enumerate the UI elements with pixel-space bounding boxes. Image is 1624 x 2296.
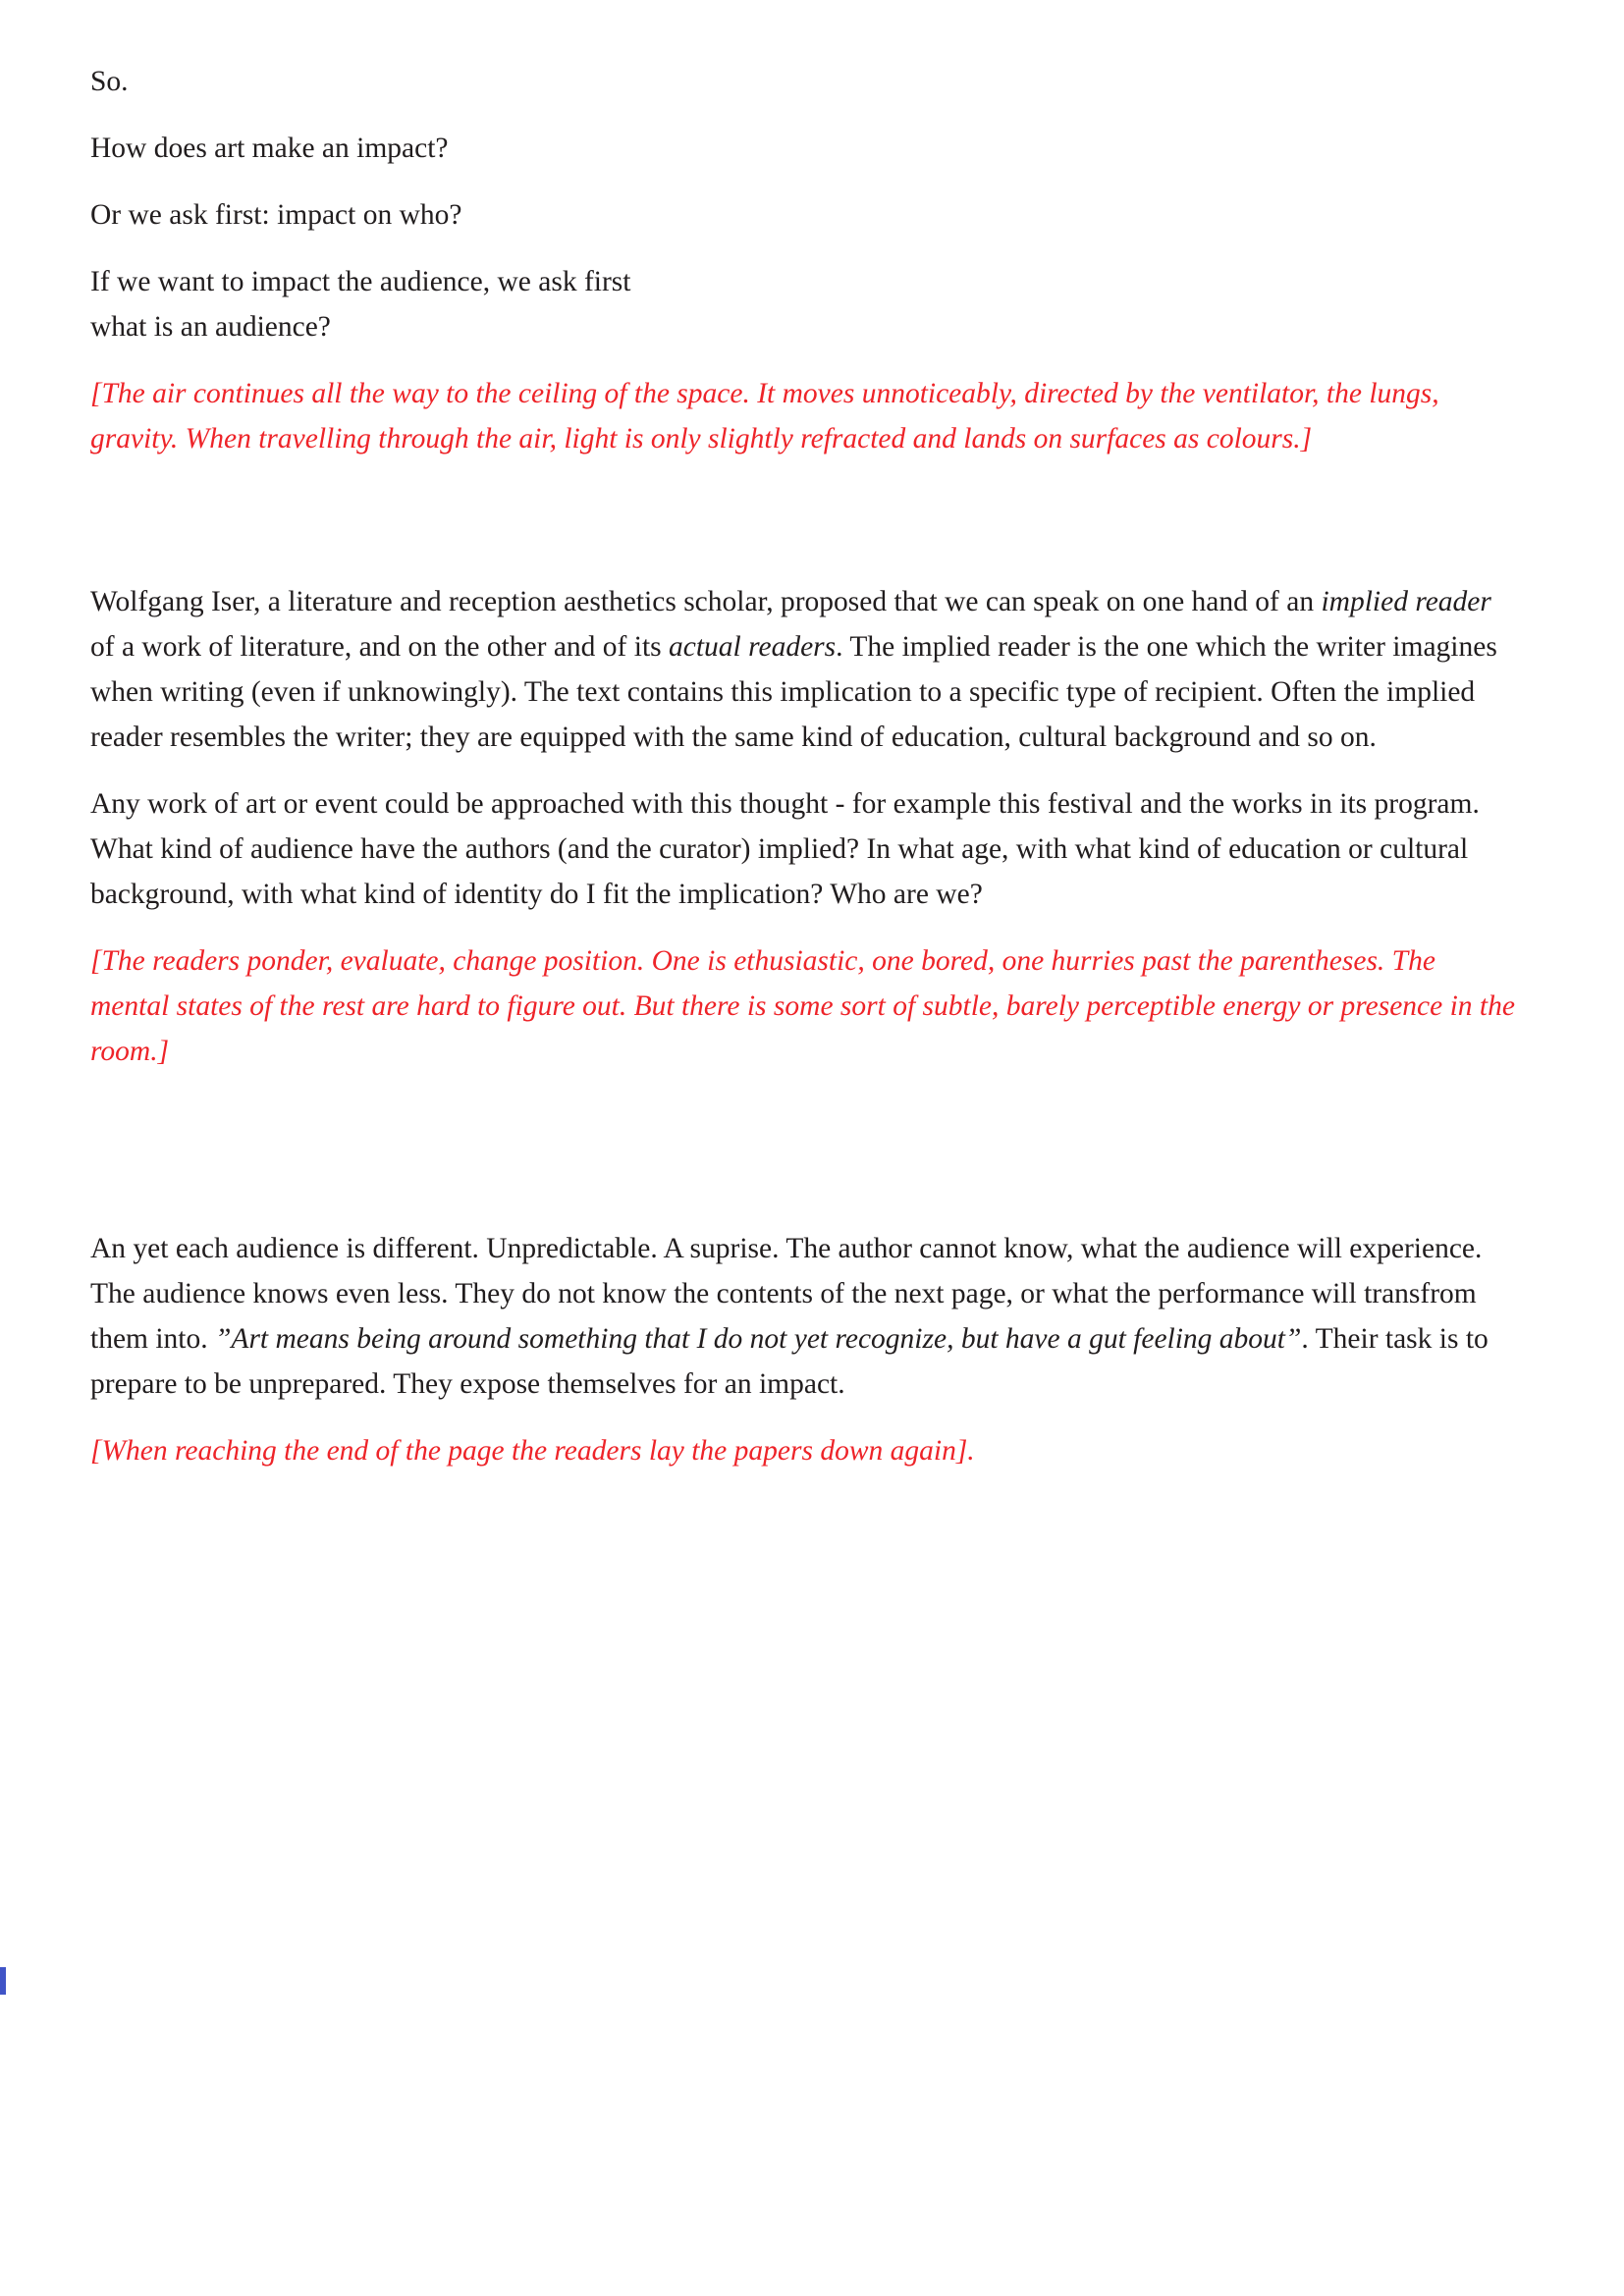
paragraph-question-who: [90, 192, 1516, 238]
paragraph-question-impact: [90, 126, 1516, 171]
iser-seg0: Wolfgang Iser, a literature and reception aesthetics scholar, proposed that we can speak on one hand of an: [90, 586, 1322, 617]
paragraph-question-audience: [90, 259, 1516, 349]
iser-seg2: of a work of literature, and on the other and of its: [90, 631, 669, 663]
text-question-who: Or we ask first: impact on who?: [90, 199, 462, 231]
page-edge-mark: [0, 1967, 6, 1995]
audience-quote-italic: ”Art means being around something that I do not yet recognize, but have a gut feeling about”: [215, 1323, 1302, 1355]
text-question-impact: How does art make an impact?: [90, 133, 449, 164]
stage-direction-end: [When reaching the end of the page the readers lay the papers down again].: [90, 1435, 975, 1467]
paragraph-so: [90, 59, 1516, 104]
paragraph-wolfgang-iser: [90, 579, 1516, 760]
paragraph-any-work: Any work of art or event could be approached with this thought - for example this festival and the works in its program. What kind of audience have the authors (and the curator) implied? In what age, with what kind of education or cultural background, with what kind of identity do I fit the implication? Who are we?: [90, 788, 1480, 910]
text-question-audience-line2: what is an audience?: [90, 311, 331, 343]
iser-actual-readers-italic: actual readers: [669, 631, 837, 663]
text-so: So.: [90, 66, 129, 97]
audience-seg2: . Their task is to prepare to be unprepared. They expose themselves for an impact.: [90, 1323, 1489, 1400]
stage-direction-readers: [The readers ponder, evaluate, change position. One is ethusiastic, one bored, one hurries past the parentheses. The mental states of the rest are hard to figure out. But there is some sort of subtle, barely perceptible energy or presence in the room.]: [90, 945, 1515, 1067]
iser-seg4: . The implied reader is the one which the writer imagines when writing (even if unknowingly). The text contains this implication to a specific type of recipient. Often the implied reader resembles the writer; they are equipped with the same kind of education, cultural background and so on.: [90, 631, 1497, 753]
audience-seg0: An yet each audience is different. Unpredictable. A suprise. The author cannot know, what the audience will experience. The audience knows even less. They do not know the contents of the next page, or what the performance will transfrom them into.: [90, 1233, 1483, 1355]
stage-direction-air: [The air continues all the way to the ceiling of the space. It moves unnoticeably, directed by the ventilator, the lungs, gravity. When travelling through the air, light is only slightly refracted and lands on surfaces as colours.]: [90, 378, 1439, 454]
text-question-audience-line1: If we want to impact the audience, we ask first: [90, 266, 631, 297]
iser-implied-reader-italic: implied reader: [1321, 586, 1491, 617]
paragraph-audience-different: [90, 1226, 1516, 1407]
